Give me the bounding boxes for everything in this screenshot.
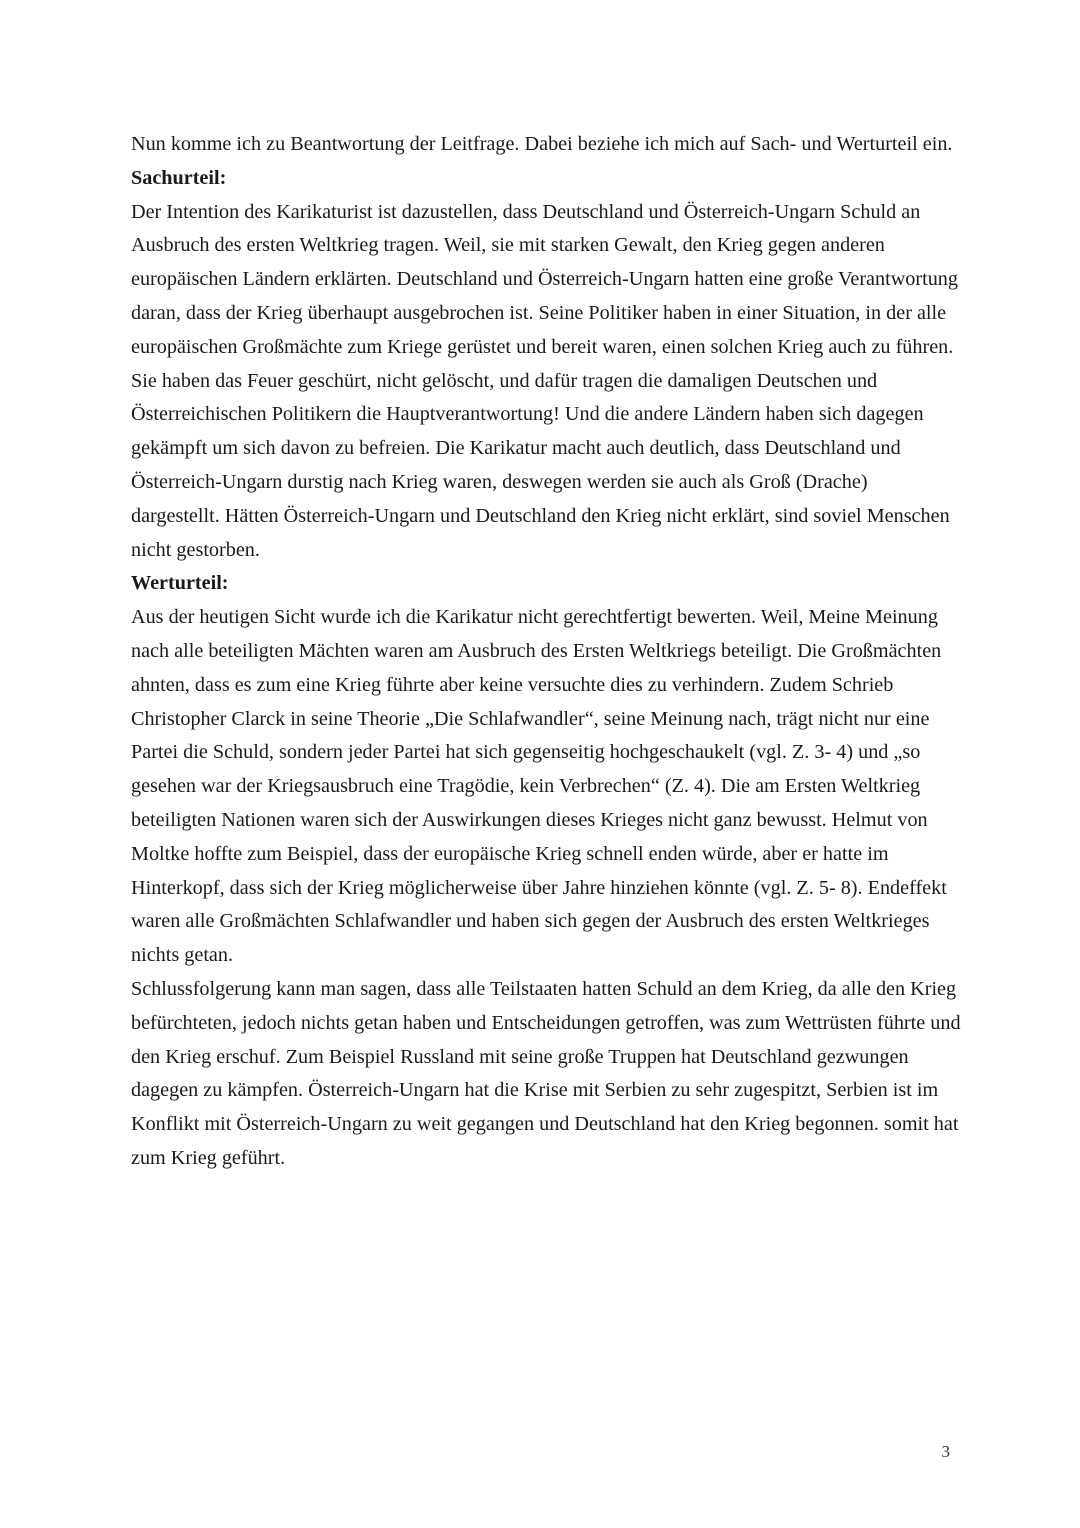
sachurteil-paragraph: Der Intention des Karikaturist ist dazustellen, dass Deutschland und Österreich-Ungarn Schuld an Ausbruch des ersten Weltkrieg tragen. Weil, sie mit starken Gewalt, den Krieg gegen anderen europäischen Ländern erklärten. Deutschland und Österreich-Ungarn hatten eine große Verantwortung daran, dass der Krieg überhaupt ausgebrochen ist. Seine Politiker haben in einer Situation, in der alle europäischen Großmächte zum Kriege gerüstet und bereit waren, einen solchen Krieg auch zu führen. Sie haben das Feuer geschürt, nicht gelöscht, und dafür tragen die damaligen Deutschen und Österreichischen Politikern die Hauptverantwortung! Und die andere Ländern haben sich dagegen gekämpft um sich davon zu befreien. Die Karikatur macht auch deutlich, dass Deutschland und Österreich-Ungarn durstig nach Krieg waren, deswegen werden sie auch als Groß (Drache) dargestellt. Hätten Österreich-Ungarn und Deutschland den Krieg nicht erklärt, sind soviel Menschen nicht gestorben.: [131, 200, 958, 561]
document-body: [131, 128, 961, 1176]
werturteil-paragraph: Aus der heutigen Sicht wurde ich die Karikatur nicht gerechtfertigt bewerten. Weil, Meine Meinung nach alle beteiligten Mächten waren am Ausbruch des Ersten Weltkriegs beteiligt. Die Großmächten ahnten, dass es zum eine Krieg führte aber keine versuchte dies zu verhindern. Zudem Schrieb Christopher Clarck in seine Theorie „Die Schlafwandler“, seine Meinung nach, trägt nicht nur eine Partei die Schuld, sondern jeder Partei hat sich gegenseitig hochgeschaukelt (vgl. Z. 3- 4) und „so gesehen war der Kriegsausbruch eine Tragödie, kein Verbrechen“ (Z. 4). Die am Ersten Weltkrieg beteiligten Nationen waren sich der Auswirkungen dieses Krieges nicht ganz bewusst. Helmut von Moltke hoffte zum Beispiel, dass der europäische Krieg schnell enden würde, aber er hatte im Hinterkopf, dass sich der Krieg möglicherweise über Jahre hinziehen könnte (vgl. Z. 5- 8). Endeffekt waren alle Großmächten Schlafwandler und haben sich gegen der Ausbruch des ersten Weltkrieges nichts getan.: [131, 606, 947, 967]
intro-paragraph: Nun komme ich zu Beantwortung der Leitfrage. Dabei beziehe ich mich auf Sach- und Werturteil ein.: [131, 133, 953, 155]
sachurteil-heading: Sachurteil:: [131, 166, 227, 189]
conclusion-paragraph: Schlussfolgerung kann man sagen, dass alle Teilstaaten hatten Schuld an dem Krieg, da alle den Krieg befürchteten, jedoch nichts getan haben und Entscheidungen getroffen, was zum Wettrüsten führte und den Krieg erschuf. Zum Beispiel Russland mit seine große Truppen hat Deutschland gezwungen dagegen zu kämpfen. Österreich-Ungarn hat die Krise mit Serbien zu sehr zugespitzt, Serbien ist im Konflikt mit Österreich-Ungarn zu weit gegangen und Deutschland hat den Krieg begonnen. somit hat zum Krieg geführt.: [131, 977, 961, 1169]
werturteil-heading: Werturteil:: [131, 572, 229, 595]
page-number: 3: [941, 1442, 950, 1461]
